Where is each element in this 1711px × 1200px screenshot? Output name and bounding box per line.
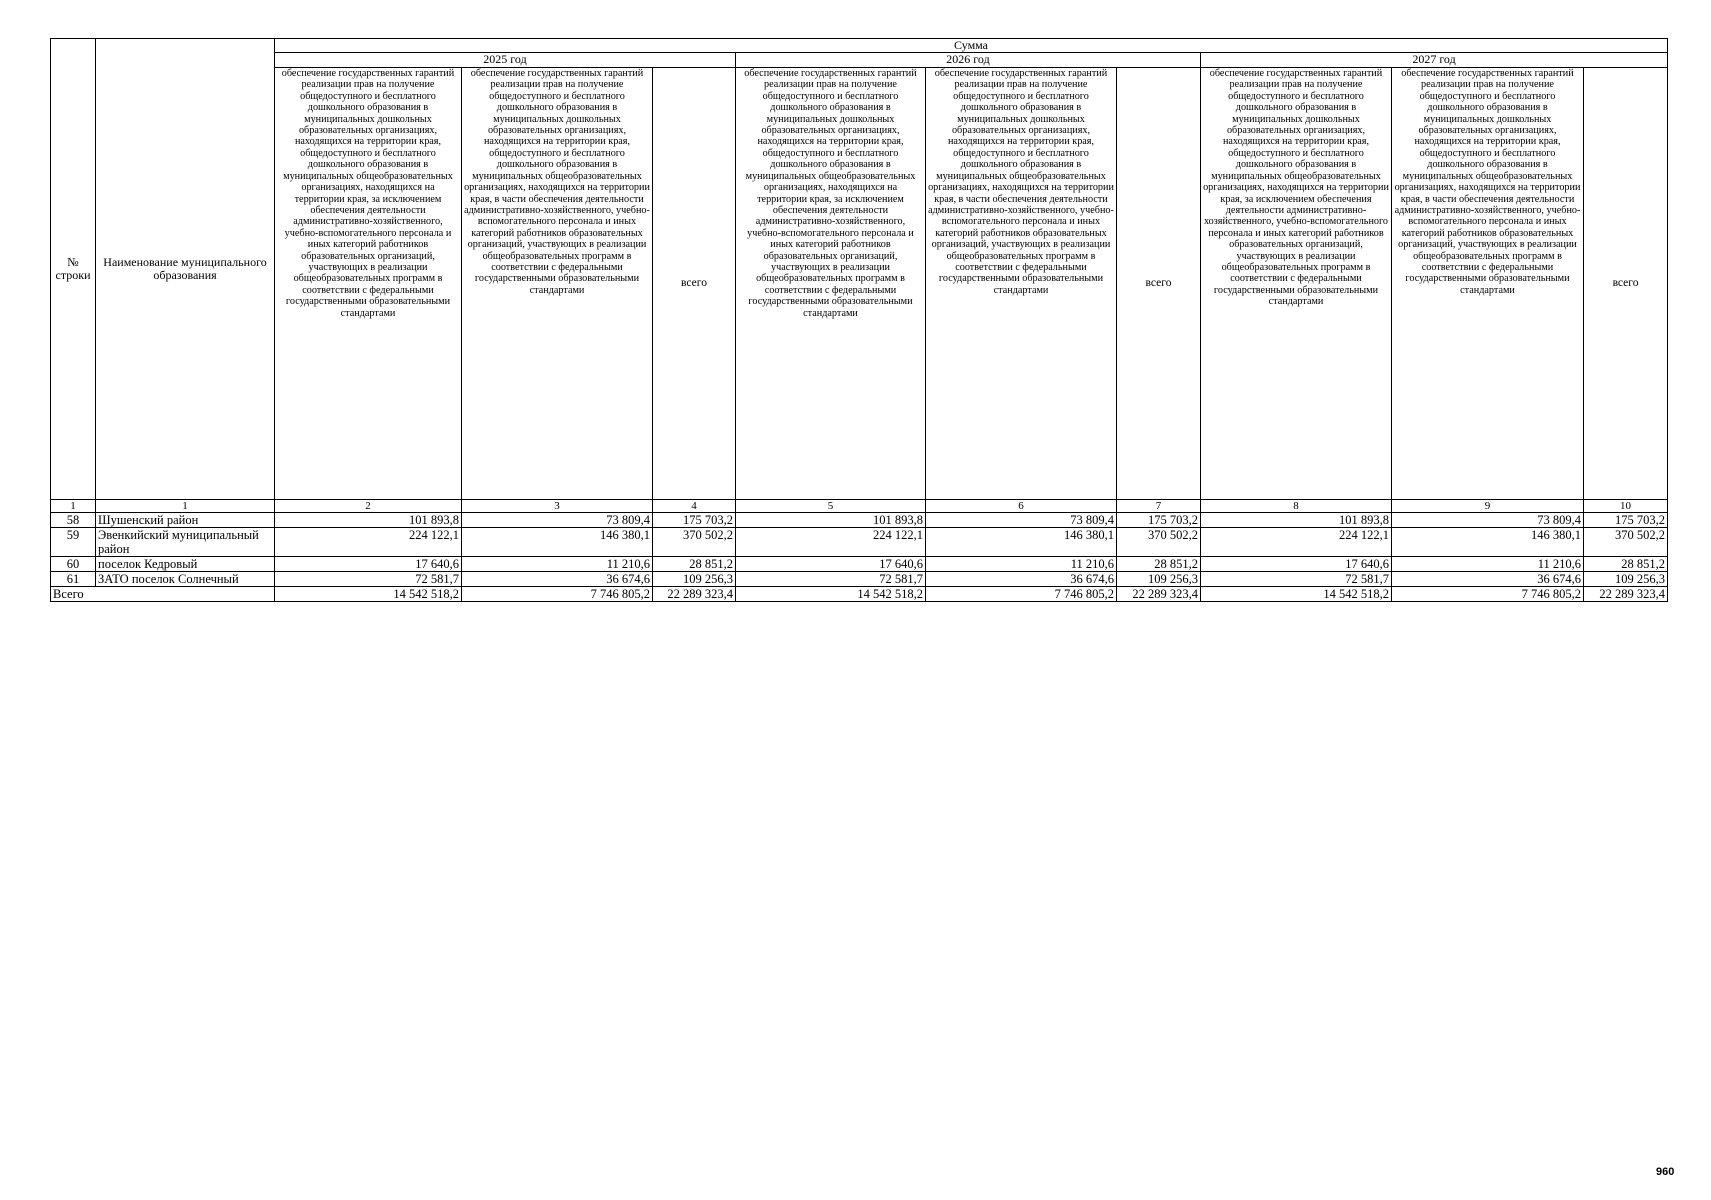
value-cell: 17 640,6 (736, 557, 926, 572)
table-row (51, 513, 1668, 528)
value-cell: 72 581,7 (275, 572, 462, 587)
col-header-b-2025: обеспечение государственных гарантий реализации прав на получение общедоступного и бесплатного дошкольного образования в муниципальных дошкольных образовательных организациях, находящихся на территории края, общедоступного и бесплатного дошкольного образования в муниципальных общеобразовательных организациях, находящихся на территории края, в части обеспечения деятельности административно-хозяйственного, учебно-вспомогательного персонала и иных категорий работников образовательных организаций, участвующих в реализации общеобразовательных программ в соответствии с федеральными государственными образовательными стандартами (462, 67, 653, 499)
value-cell: 109 256,3 (1584, 572, 1668, 587)
value-cell: 101 893,8 (736, 513, 926, 528)
value-cell: 11 210,6 (462, 557, 653, 572)
row-number: 60 (51, 557, 96, 572)
col-header-a-2026: обеспечение государственных гарантий реализации прав на получение общедоступного и бесплатного дошкольного образования в муниципальных дошкольных образовательных организациях, находящихся на территории края, общедоступного и бесплатного дошкольного образования в муниципальных общеобразовательных организациях, находящихся на территории края, за исключением обеспечения деятельности административно-хозяйственного, учебно-вспомогательного персонала и иных категорий работников образовательных организаций, участвующих в реализации общеобразовательных программ в соответствии с федеральными государственными образовательными стандартами (736, 67, 926, 499)
value-cell: 224 122,1 (736, 528, 926, 557)
total-value: 7 746 805,2 (926, 587, 1117, 602)
value-cell: 28 851,2 (653, 557, 736, 572)
col-header-a-2025: обеспечение государственных гарантий реализации прав на получение общедоступного и бесплатного дошкольного образования в муниципальных дошкольных образовательных организациях, находящихся на территории края, общедоступного и бесплатного дошкольного образования в муниципальных общеобразовательных организациях, находящихся на территории края, за исключением обеспечения деятельности административно-хозяйственного, учебно-вспомогательного персонала и иных категорий работников образовательных организаций, участвующих в реализации общеобразовательных программ в соответствии с федеральными государственными образовательными стандартами (275, 67, 462, 499)
value-cell: 73 809,4 (1392, 513, 1584, 528)
total-value: 22 289 323,4 (1584, 587, 1668, 602)
sum-header: Сумма (275, 39, 1668, 53)
year-2027-header: 2027 год (1201, 53, 1668, 67)
total-value: 22 289 323,4 (653, 587, 736, 602)
municipality-name: Эвенкийский муниципальный район (96, 528, 275, 557)
value-cell: 17 640,6 (275, 557, 462, 572)
col-header-b-2027: обеспечение государственных гарантий реализации прав на получение общедоступного и бесплатного дошкольного образования в муниципальных дошкольных образовательных организациях, находящихся на территории края, общедоступного и бесплатного дошкольного образования в муниципальных общеобразовательных организациях, находящихся на территории края, в части обеспечения деятельности административно-хозяйственного, учебно-вспомогательного персонала и иных категорий работников образовательных организаций, участвующих в реализации общеобразовательных программ в соответствии с федеральными государственными образовательными стандартами (1392, 67, 1584, 499)
value-cell: 28 851,2 (1584, 557, 1668, 572)
column-number: 9 (1392, 499, 1584, 512)
col-header-total-2027: всего (1584, 67, 1668, 499)
table-row (51, 572, 1668, 587)
total-value: 7 746 805,2 (462, 587, 653, 602)
total-value: 22 289 323,4 (1117, 587, 1201, 602)
total-value: 14 542 518,2 (1201, 587, 1392, 602)
column-number: 1 (96, 499, 275, 512)
value-cell: 224 122,1 (275, 528, 462, 557)
page-number: 960 (1656, 1166, 1675, 1178)
value-cell: 72 581,7 (1201, 572, 1392, 587)
total-label: Всего (51, 587, 275, 602)
value-cell: 370 502,2 (1117, 528, 1201, 557)
value-cell: 73 809,4 (926, 513, 1117, 528)
column-number: 8 (1201, 499, 1392, 512)
value-cell: 175 703,2 (1117, 513, 1201, 528)
col-header-total-2025: всего (653, 67, 736, 499)
value-cell: 109 256,3 (653, 572, 736, 587)
year-2026-header: 2026 год (736, 53, 1201, 67)
value-cell: 175 703,2 (653, 513, 736, 528)
value-cell: 101 893,8 (1201, 513, 1392, 528)
value-cell: 72 581,7 (736, 572, 926, 587)
row-number: 61 (51, 572, 96, 587)
column-number: 6 (926, 499, 1117, 512)
col-header-total-2026: всего (1117, 67, 1201, 499)
value-cell: 28 851,2 (1117, 557, 1201, 572)
year-2025-header: 2025 год (275, 53, 736, 67)
municipality-name: Шушенский район (96, 513, 275, 528)
value-cell: 101 893,8 (275, 513, 462, 528)
value-cell: 146 380,1 (1392, 528, 1584, 557)
column-number: 3 (462, 499, 653, 512)
total-value: 7 746 805,2 (1392, 587, 1584, 602)
column-number: 4 (653, 499, 736, 512)
value-cell: 224 122,1 (1201, 528, 1392, 557)
municipality-name: ЗАТО поселок Солнечный (96, 572, 275, 587)
col-header-b-2026: обеспечение государственных гарантий реализации прав на получение общедоступного и бесплатного дошкольного образования в муниципальных дошкольных образовательных организациях, находящихся на территории края, общедоступного и бесплатного дошкольного образования в муниципальных общеобразовательных организациях, находящихся на территории края, в части обеспечения деятельности административно-хозяйственного, учебно-вспомогательного персонала и иных категорий работников образовательных организаций, участвующих в реализации общеобразовательных программ в соответствии с федеральными государственными образовательными стандартами (926, 67, 1117, 499)
column-number: 10 (1584, 499, 1668, 512)
value-cell: 73 809,4 (462, 513, 653, 528)
column-number: 1 (51, 499, 96, 512)
value-cell: 109 256,3 (1117, 572, 1201, 587)
row-number-header: № строки (51, 39, 96, 500)
value-cell: 175 703,2 (1584, 513, 1668, 528)
value-cell: 370 502,2 (1584, 528, 1668, 557)
table-row (51, 528, 1668, 557)
col-header-a-2027: обеспечение государственных гарантий реализации прав на получение общедоступного и бесплатного дошкольного образования в муниципальных дошкольных образовательных организациях, находящихся на территории края, общедоступного и бесплатного дошкольного образования в муниципальных общеобразовательных организациях, находящихся на территории края, за исключением обеспечения деятельности административно-хозяйственного, учебно-вспомогательного персонала и иных категорий работников образовательных организаций, участвующих в реализации общеобразовательных программ в соответствии с федеральными государственными образовательными стандартами (1201, 67, 1392, 499)
column-number: 7 (1117, 499, 1201, 512)
row-number: 58 (51, 513, 96, 528)
value-cell: 146 380,1 (926, 528, 1117, 557)
value-cell: 36 674,6 (1392, 572, 1584, 587)
municipality-name: поселок Кедровый (96, 557, 275, 572)
value-cell: 17 640,6 (1201, 557, 1392, 572)
municipality-name-header: Наименование муниципального образования (96, 39, 275, 500)
table-row (51, 557, 1668, 572)
value-cell: 11 210,6 (1392, 557, 1584, 572)
value-cell: 11 210,6 (926, 557, 1117, 572)
value-cell: 370 502,2 (653, 528, 736, 557)
column-number: 5 (736, 499, 926, 512)
value-cell: 36 674,6 (462, 572, 653, 587)
total-row (51, 587, 1668, 602)
column-number: 2 (275, 499, 462, 512)
total-value: 14 542 518,2 (736, 587, 926, 602)
value-cell: 146 380,1 (462, 528, 653, 557)
row-number: 59 (51, 528, 96, 557)
budget-table (50, 38, 1668, 602)
value-cell: 36 674,6 (926, 572, 1117, 587)
total-value: 14 542 518,2 (275, 587, 462, 602)
